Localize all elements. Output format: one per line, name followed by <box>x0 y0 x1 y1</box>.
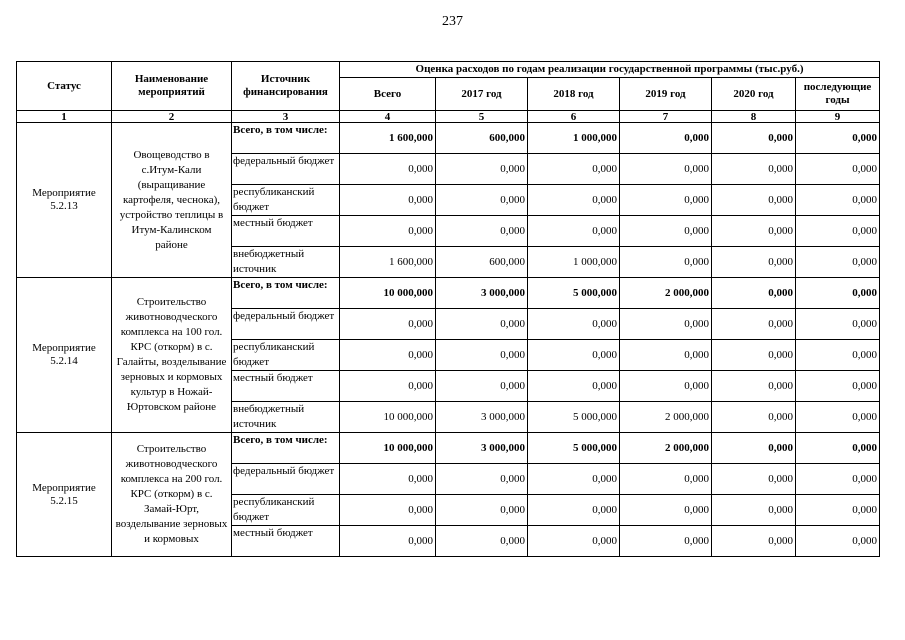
col-number: 9 <box>796 111 880 123</box>
amount-cell: 0,000 <box>340 371 436 402</box>
amount-cell: 0,000 <box>712 154 796 185</box>
funding-source: внебюджетный источник <box>232 402 340 433</box>
amount-cell: 0,000 <box>620 154 712 185</box>
amount-cell: 0,000 <box>620 495 712 526</box>
amount-cell: 0,000 <box>340 216 436 247</box>
funding-source: республиканский бюджет <box>232 185 340 216</box>
amount-cell: 1 600,000 <box>340 123 436 154</box>
funding-source: Всего, в том числе: <box>232 433 340 464</box>
amount-cell: 0,000 <box>712 433 796 464</box>
measure-name: Строительство животноводческого комплекса на 200 гол. КРС (откорм) в с. Замай-Юрт, возделывание зерновых и кормовых <box>112 433 232 557</box>
page-number: 237 <box>442 14 463 29</box>
col-number: 8 <box>712 111 796 123</box>
funding-source: местный бюджет <box>232 526 340 557</box>
measure-name: Овощеводство в с.Итум-Кали (выращивание картофеля, чеснока), устройство теплицы в Итум-Калинском районе <box>112 123 232 278</box>
amount-cell: 0,000 <box>712 402 796 433</box>
amount-cell: 0,000 <box>436 371 528 402</box>
amount-cell: 0,000 <box>712 123 796 154</box>
amount-cell: 0,000 <box>436 464 528 495</box>
amount-cell: 0,000 <box>436 216 528 247</box>
amount-cell: 0,000 <box>528 340 620 371</box>
funding-source: республиканский бюджет <box>232 340 340 371</box>
measure-status: Мероприятие 5.2.13 <box>17 123 112 278</box>
funding-source: местный бюджет <box>232 216 340 247</box>
amount-cell: 0,000 <box>620 464 712 495</box>
header-total: Всего <box>340 78 436 111</box>
header-2019: 2019 год <box>620 78 712 111</box>
measure-name: Строительство животноводческого комплекса на 100 гол. КРС (откорм) в с. Галайты, возделывание зерновых и кормовых культур в Ножай-Юртовском районе <box>112 278 232 433</box>
measure-status: Мероприятие 5.2.14 <box>17 278 112 433</box>
amount-cell: 3 000,000 <box>436 433 528 464</box>
amount-cell: 0,000 <box>528 495 620 526</box>
amount-cell: 0,000 <box>796 309 880 340</box>
amount-cell: 10 000,000 <box>340 402 436 433</box>
amount-cell: 0,000 <box>712 309 796 340</box>
amount-cell: 0,000 <box>620 247 712 278</box>
amount-cell: 0,000 <box>436 340 528 371</box>
amount-cell: 0,000 <box>712 185 796 216</box>
amount-cell: 10 000,000 <box>340 278 436 309</box>
table-row <box>17 433 880 464</box>
amount-cell: 1 600,000 <box>340 247 436 278</box>
amount-cell: 0,000 <box>340 154 436 185</box>
col-number: 7 <box>620 111 712 123</box>
amount-cell: 0,000 <box>620 216 712 247</box>
amount-cell: 0,000 <box>796 278 880 309</box>
amount-cell: 0,000 <box>436 185 528 216</box>
amount-cell: 5 000,000 <box>528 402 620 433</box>
amount-cell: 0,000 <box>796 154 880 185</box>
header-source: Источник финансирования <box>232 62 340 111</box>
amount-cell: 0,000 <box>796 402 880 433</box>
amount-cell: 0,000 <box>528 309 620 340</box>
amount-cell: 5 000,000 <box>528 433 620 464</box>
amount-cell: 0,000 <box>712 495 796 526</box>
header-2020: 2020 год <box>712 78 796 111</box>
funding-source: федеральный бюджет <box>232 309 340 340</box>
amount-cell: 0,000 <box>712 371 796 402</box>
amount-cell: 0,000 <box>796 371 880 402</box>
amount-cell: 0,000 <box>528 464 620 495</box>
amount-cell: 0,000 <box>436 526 528 557</box>
amount-cell: 0,000 <box>620 185 712 216</box>
amount-cell: 0,000 <box>712 464 796 495</box>
amount-cell: 0,000 <box>528 371 620 402</box>
table-row <box>17 278 880 309</box>
amount-cell: 3 000,000 <box>436 402 528 433</box>
col-number: 2 <box>112 111 232 123</box>
amount-cell: 0,000 <box>340 185 436 216</box>
measure-status: Мероприятие 5.2.15 <box>17 433 112 557</box>
amount-cell: 3 000,000 <box>436 278 528 309</box>
amount-cell: 600,000 <box>436 247 528 278</box>
amount-cell: 0,000 <box>796 433 880 464</box>
amount-cell: 0,000 <box>796 526 880 557</box>
funding-source: федеральный бюджет <box>232 464 340 495</box>
amount-cell: 5 000,000 <box>528 278 620 309</box>
funding-source: Всего, в том числе: <box>232 278 340 309</box>
amount-cell: 2 000,000 <box>620 402 712 433</box>
amount-cell: 0,000 <box>528 526 620 557</box>
funding-source: Всего, в том числе: <box>232 123 340 154</box>
funding-source: республиканский бюджет <box>232 495 340 526</box>
amount-cell: 0,000 <box>620 526 712 557</box>
amount-cell: 0,000 <box>712 526 796 557</box>
amount-cell: 0,000 <box>712 278 796 309</box>
amount-cell: 0,000 <box>436 309 528 340</box>
header-status: Статус <box>17 62 112 111</box>
amount-cell: 0,000 <box>340 340 436 371</box>
funding-source: федеральный бюджет <box>232 154 340 185</box>
amount-cell: 0,000 <box>712 247 796 278</box>
header-name: Наименование мероприятий <box>112 62 232 111</box>
amount-cell: 0,000 <box>340 526 436 557</box>
amount-cell: 0,000 <box>436 154 528 185</box>
amount-cell: 0,000 <box>796 464 880 495</box>
col-number: 4 <box>340 111 436 123</box>
funding-source: внебюджетный источник <box>232 247 340 278</box>
amount-cell: 0,000 <box>340 495 436 526</box>
amount-cell: 0,000 <box>620 340 712 371</box>
amount-cell: 0,000 <box>796 340 880 371</box>
amount-cell: 2 000,000 <box>620 433 712 464</box>
amount-cell: 0,000 <box>796 216 880 247</box>
header-2017: 2017 год <box>436 78 528 111</box>
expenditure-table <box>16 61 880 557</box>
amount-cell: 0,000 <box>528 216 620 247</box>
amount-cell: 10 000,000 <box>340 433 436 464</box>
table-row <box>17 123 880 154</box>
amount-cell: 0,000 <box>620 371 712 402</box>
header-2018: 2018 год <box>528 78 620 111</box>
amount-cell: 0,000 <box>796 185 880 216</box>
amount-cell: 2 000,000 <box>620 278 712 309</box>
amount-cell: 0,000 <box>620 123 712 154</box>
column-numbers-row <box>17 111 880 123</box>
funding-source: местный бюджет <box>232 371 340 402</box>
amount-cell: 0,000 <box>528 185 620 216</box>
amount-cell: 0,000 <box>796 247 880 278</box>
col-number: 3 <box>232 111 340 123</box>
header-later: последующие годы <box>796 78 880 111</box>
col-number: 1 <box>17 111 112 123</box>
amount-cell: 0,000 <box>436 495 528 526</box>
col-number: 5 <box>436 111 528 123</box>
amount-cell: 0,000 <box>528 154 620 185</box>
amount-cell: 0,000 <box>796 123 880 154</box>
amount-cell: 1 000,000 <box>528 247 620 278</box>
amount-cell: 0,000 <box>796 495 880 526</box>
col-number: 6 <box>528 111 620 123</box>
amount-cell: 0,000 <box>712 340 796 371</box>
amount-cell: 1 000,000 <box>528 123 620 154</box>
amount-cell: 0,000 <box>712 216 796 247</box>
amount-cell: 0,000 <box>340 464 436 495</box>
amount-cell: 0,000 <box>340 309 436 340</box>
amount-cell: 0,000 <box>620 309 712 340</box>
amount-cell: 600,000 <box>436 123 528 154</box>
header-estimate: Оценка расходов по годам реализации государственной программы (тыс.руб.) <box>340 62 880 78</box>
